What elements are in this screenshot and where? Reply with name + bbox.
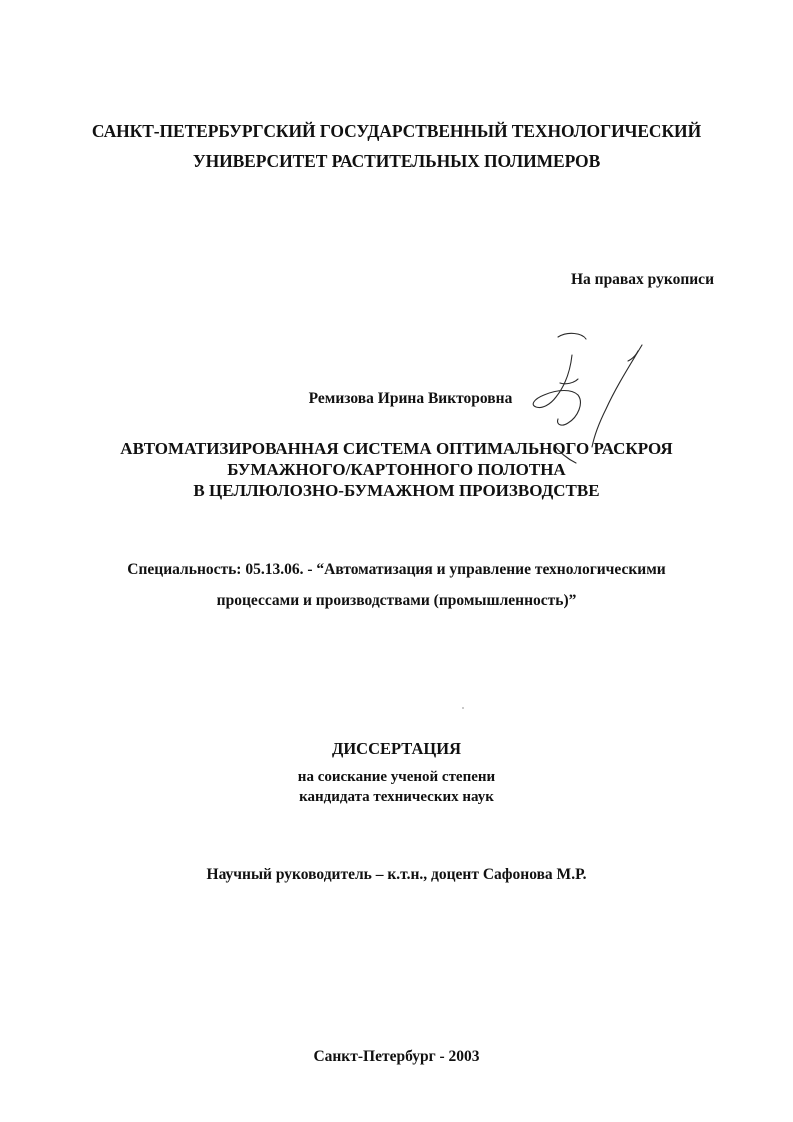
degree-line-1: на соискание ученой степени <box>297 769 496 785</box>
scientific-supervisor: Научный руководитель – к.т.н., доцент Сафонова М.Р. <box>206 866 587 883</box>
degree-line-2: кандидата технических наук <box>299 789 494 805</box>
author-name-row <box>0 390 793 408</box>
thesis-title-line-2: БУМАЖНОГО/КАРТОННОГО ПОЛОТНА <box>227 460 566 479</box>
thesis-title-line-1: АВТОМАТИЗИРОВАННАЯ СИСТЕМА ОПТИМАЛЬНОГО РАСКРОЯ <box>120 439 673 458</box>
scan-speck <box>462 707 464 709</box>
specialty-line-2: процессами и производствами (промышленность)” <box>216 592 577 609</box>
city-and-year: Санкт-Петербург - 2003 <box>313 1048 480 1065</box>
author-name: Ремизова Ирина Викторовна <box>308 390 513 407</box>
specialty-line-1: Специальность: 05.13.06. - “Автоматизация и управление технологическими <box>127 561 666 578</box>
university-name-line-2: УНИВЕРСИТЕТ РАСТИТЕЛЬНЫХ ПОЛИМЕРОВ <box>192 151 601 171</box>
thesis-title-line-3: В ЦЕЛЛЮЛОЗНО-БУМАЖНОМ ПРОИЗВОДСТВЕ <box>193 481 600 500</box>
university-name-line-1: САНКТ-ПЕТЕРБУРГСКИЙ ГОСУДАРСТВЕННЫЙ ТЕХНОЛОГИЧЕСКИЙ <box>91 121 702 141</box>
dissertation-heading: ДИССЕРТАЦИЯ <box>332 739 461 758</box>
manuscript-rights-note: На правах рукописи <box>570 271 714 288</box>
